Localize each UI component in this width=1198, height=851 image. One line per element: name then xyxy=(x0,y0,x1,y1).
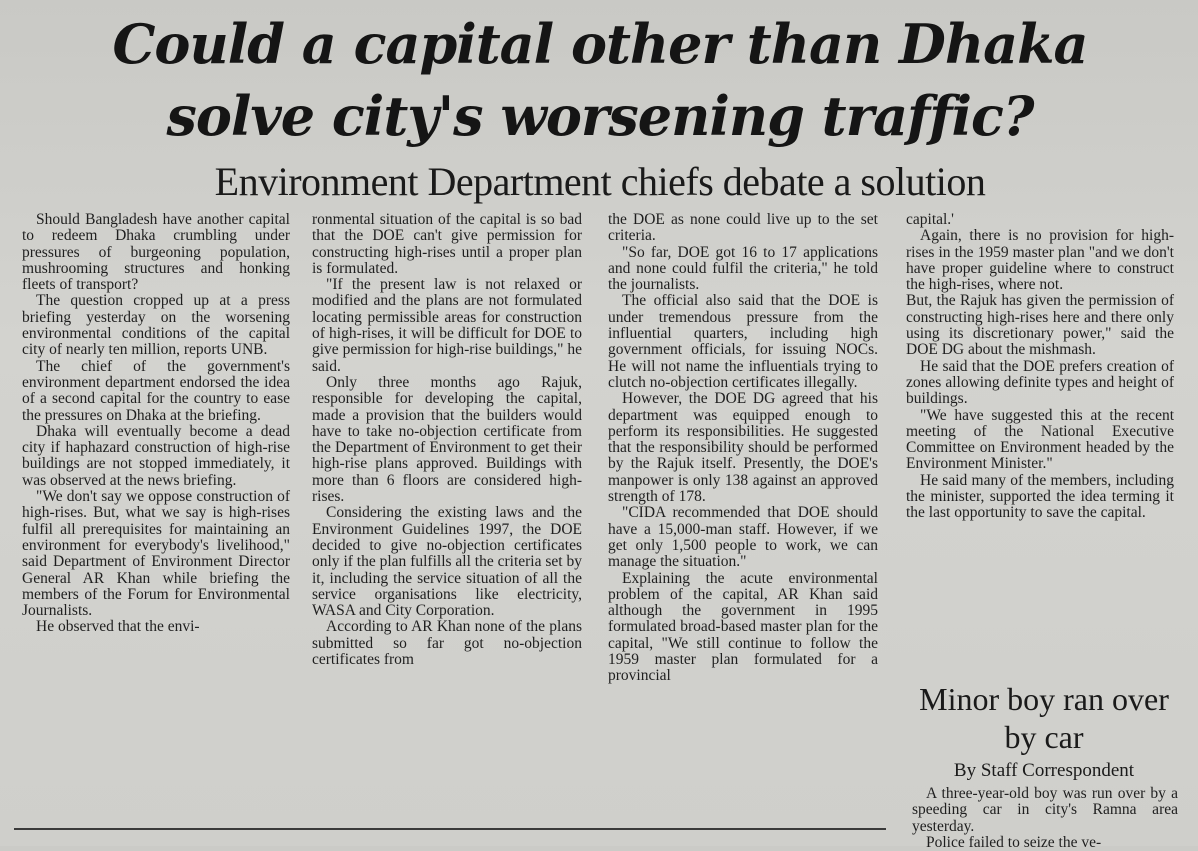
second-story-byline: By Staff Correspondent xyxy=(953,760,1135,781)
paragraph: "We don't say we oppose construction of high-rises. But, what we say is high-rises fulfil all prerequisites for maintaining an environment for everybody's livelihood," said Department of Environment Director General AR Khan while briefing the members of the Forum for Environmental Journalists. xyxy=(22,488,290,620)
article-column-3 xyxy=(608,212,878,685)
paragraph: Explaining the acute environmental problem of the capital, AR Khan said although the government in 1995 formulated broad-based master plan for the capital, "We still continue to follow the 1959 master plan formulated for a provincial xyxy=(608,569,878,685)
paragraph: "We have suggested this at the recent meeting of the National Executive Committee on Environment headed by the Environment Minister." xyxy=(906,406,1174,473)
paragraph: The chief of the government's environment department endorsed the idea of a second capital for the country to ease the pressures on Dhaka at the briefing. xyxy=(22,357,290,424)
paragraph: "If the present law is not relaxed or modified and the plans are not formulated locating permissible areas for construction of high-rises, it will be difficult for DOE to give permission for high-rise buildings," he said. xyxy=(312,276,582,375)
second-story-headline: Minor boy ran over by car xyxy=(919,681,1169,755)
paragraph: Considering the existing laws and the Environment Guidelines 1997, the DOE decided to give no-objection certificates only if the plan fulfills all the criteria set by it, including the service situation of all the service organisations like electricity, WASA and City Corporation. xyxy=(312,504,582,620)
second-story-body xyxy=(912,786,1178,851)
paragraph: Dhaka will eventually become a dead city if haphazard construction of high-rise buildings are not stopped immediately, it was observed at the news briefing. xyxy=(22,422,290,489)
paragraph: Again, there is no provision for high-rises in the 1959 master plan "and we don't have proper guideline where to construct the high-rises, where not. xyxy=(906,227,1174,294)
article-deck: Environment Department chiefs debate a solution xyxy=(214,159,986,204)
paragraph: The question cropped up at a press briefing yesterday on the worsening environmental conditions of the capital city of nearly ten million, reports UNB. xyxy=(22,292,290,359)
paragraph: He said that the DOE prefers creation of zones allowing definite types and height of buildings. xyxy=(906,357,1174,408)
paragraph: Should Bangladesh have another capital to redeem Dhaka crumbling under pressures of burgeoning population, mushrooming structures and honking fleets of transport? xyxy=(22,211,290,294)
paragraph: ronmental situation of the capital is so bad that the DOE can't give permission for constructing high-rises until a proper plan is formulated. xyxy=(312,211,582,277)
paragraph: "CIDA recommended that DOE should have a 15,000-man staff. However, if we get only 1,500 people to work, we can manage the situation." xyxy=(608,504,878,571)
headline-line-2: solve city's worsening traffic? xyxy=(166,84,1034,148)
article-column-1 xyxy=(22,212,290,636)
paragraph: But, the Rajuk has given the permission of constructing high-rises here and there only using its discretionary power," said the DOE DG about the mishmash. xyxy=(906,292,1174,359)
article-column-2 xyxy=(312,212,582,668)
paragraph: However, the DOE DG agreed that his department was equipped enough to perform its responsibilities. He suggested that the responsibility should be performed by the Rajuk itself. Presently, the DOE's manpower is only 138 against an approved strength of 178. xyxy=(608,390,878,506)
paragraph: Only three months ago Rajuk, responsible for developing the capital, made a provision that the builders would have to take no-objection certificate from the Department of Environment to get their high-rise plans approved. Buildings with more than 6 floors are considered high-rises. xyxy=(312,373,582,506)
paragraph: Police failed to seize the ve- xyxy=(926,833,1102,851)
paragraph: A three-year-old boy was run over by a speeding car in city's Ramna area yesterday. xyxy=(912,785,1178,835)
paragraph: the DOE as none could live up to the set criteria. xyxy=(608,211,878,245)
headline-line-1: Could a capital other than Dhaka xyxy=(112,12,1088,76)
paragraph: capital.' xyxy=(906,211,954,228)
column-divider-rule xyxy=(14,828,886,830)
paragraph: He observed that the envi- xyxy=(36,618,200,636)
article-headline xyxy=(20,8,1180,152)
article-column-4 xyxy=(906,212,1174,522)
paragraph: The official also said that the DOE is under tremendous pressure from the influential quarters, including high government officials, for issuing NOCs. He will not name the influentials trying to clutch no-objection certificates illegally. xyxy=(608,292,878,391)
paragraph: According to AR Khan none of the plans submitted so far got no-objection certificates from xyxy=(312,618,582,669)
paragraph: "So far, DOE got 16 to 17 applications and none could fulfil the criteria," he told the journalists. xyxy=(608,243,878,294)
paragraph: He said many of the members, including the minister, supported the idea terming it the last opportunity to save the capital. xyxy=(906,471,1174,522)
